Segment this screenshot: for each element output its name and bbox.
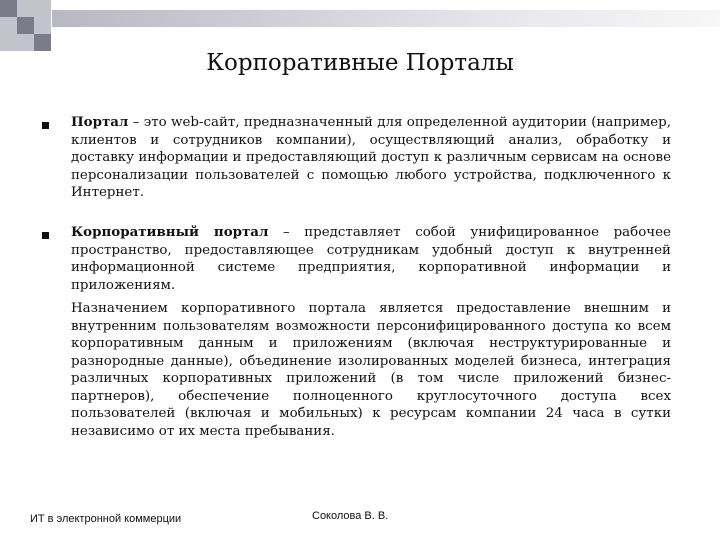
footer-author: Соколова В. В.	[312, 510, 389, 522]
list-item	[71, 114, 671, 202]
corner-square-decoration	[17, 34, 34, 51]
corner-square-decoration	[34, 34, 51, 51]
bullet-square-icon	[42, 122, 49, 129]
dash: –	[128, 115, 144, 130]
definition-text: представляет собой унифицированное рабочее пространство, предоставляющее сотрудникам удобный доступ к внутренней информационной системе предприятия, корпоративной информации и приложениям.	[71, 225, 671, 293]
header-gradient-bar	[52, 10, 720, 27]
corner-square-decoration	[17, 17, 34, 34]
footer-course-title: ИТ в электронной коммерции	[30, 513, 182, 525]
definition-text: это web-сайт, предназначенный для определенной аудитории (например, клиентов и сотрудников компании), осуществляющий анализ, обработку и доставку информации и предоставляющий доступ к различным сервисам на основе персонализации пользователей с помощью любого устройства, подключенного к Интернет.	[71, 115, 671, 200]
dash: –	[268, 225, 305, 240]
term: Портал	[71, 114, 129, 130]
term: Корпоративный портал	[71, 224, 269, 240]
corner-square-decoration	[34, 0, 51, 17]
bullet-square-icon	[42, 232, 49, 239]
corner-square-decoration	[0, 17, 17, 34]
corner-square-decoration	[34, 17, 51, 34]
corner-square-decoration	[17, 0, 34, 17]
corner-square-decoration	[0, 0, 17, 17]
paragraph: Назначением корпоративного портала является предоставление внешним и внутренним пользователям возможности персонифицированного доступа ко всем корпоративным данным и приложениям (включая неструктурированные и разнородные данные), объединение изолированных моделей бизнеса, интеграция различных корпоративных приложений (в том числе приложений бизнес-партнеров), обеспечение полноценного круглосуточного доступа всех пользователей (включая и мобильных) к ресурсам компании 24 часа в сутки независимо от их места пребывания.	[71, 301, 671, 439]
list-item	[71, 224, 671, 294]
corner-square-decoration	[0, 34, 17, 51]
slide-title: Корпоративные Порталы	[206, 50, 514, 76]
